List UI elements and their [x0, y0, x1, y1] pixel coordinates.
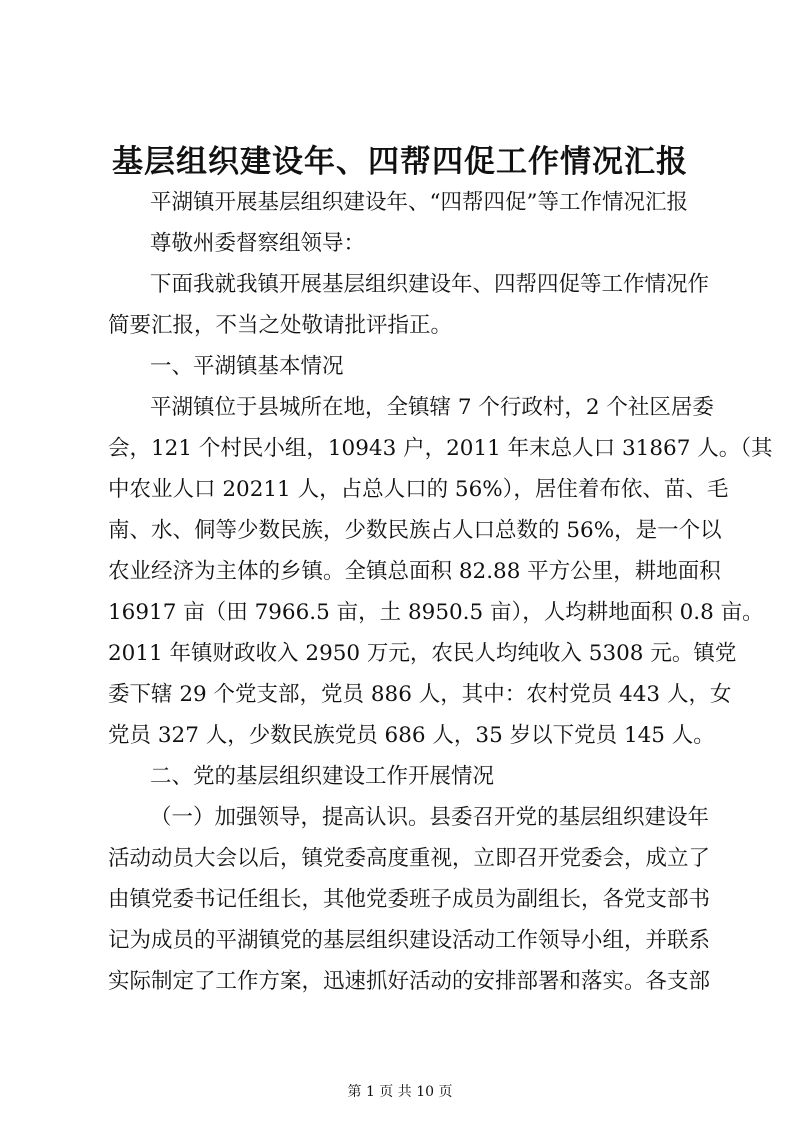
- paragraph-line: 农业经济为主体的乡镇。全镇总面积 82.88 平方公里，耕地面积: [108, 559, 721, 584]
- paragraph-line: 平湖镇位于县城所在地，全镇辖 7 个行政村，2 个社区居委: [150, 395, 714, 420]
- salutation-line: 尊敬州委督察组领导：: [150, 231, 366, 256]
- subtitle-line: 平湖镇开展基层组织建设年、“四帮四促”等工作情况汇报: [150, 190, 688, 215]
- page-footer: 第 1 页 共 10 页: [347, 1084, 453, 1100]
- paragraph-line: 16917 亩（田 7966.5 亩，土 8950.5 亩），人均耕地面积 0.8 亩。: [108, 600, 764, 625]
- paragraph-line: 简要汇报，不当之处敬请批评指正。: [108, 313, 453, 338]
- paragraph-line: 委下辖 29 个党支部，党员 886 人，其中：农村党员 443 人，女: [108, 682, 732, 707]
- paragraph-line: 会，121 个村民小组，10943 户，2011 年末总人口 31867 人。（其: [108, 436, 773, 461]
- paragraph-line: 2011 年镇财政收入 2950 万元，农民人均纯收入 5308 元。镇党: [108, 641, 737, 666]
- paragraph-line: （一）加强领导，提高认识。县委召开党的基层组织建设年: [150, 805, 710, 830]
- paragraph-line: 南、水、侗等少数民族，少数民族占人口总数的 56%，是一个以: [108, 518, 722, 543]
- paragraph-line: 实际制定了工作方案，迅速抓好活动的安排部署和落实。各支部: [108, 969, 711, 994]
- paragraph-line: 活动动员大会以后，镇党委高度重视，立即召开党委会，成立了: [108, 846, 711, 871]
- paragraph-line: 由镇党委书记任组长，其他党委班子成员为副组长，各党支部书: [108, 887, 711, 912]
- section-heading: 二、党的基层组织建设工作开展情况: [150, 764, 495, 789]
- paragraph-line: 记为成员的平湖镇党的基层组织建设活动工作领导小组，并联系: [108, 928, 711, 953]
- document-title: 基层组织建设年、四帮四促工作情况汇报: [112, 144, 688, 180]
- section-heading: 一、平湖镇基本情况: [150, 354, 344, 379]
- paragraph-line: 中农业人口 20211 人，占总人口的 56%），居住着布依、苗、毛: [108, 477, 729, 502]
- paragraph-line: 下面我就我镇开展基层组织建设年、四帮四促等工作情况作: [150, 272, 710, 297]
- paragraph-line: 党员 327 人，少数民族党员 686 人，35 岁以下党员 145 人。: [108, 723, 715, 748]
